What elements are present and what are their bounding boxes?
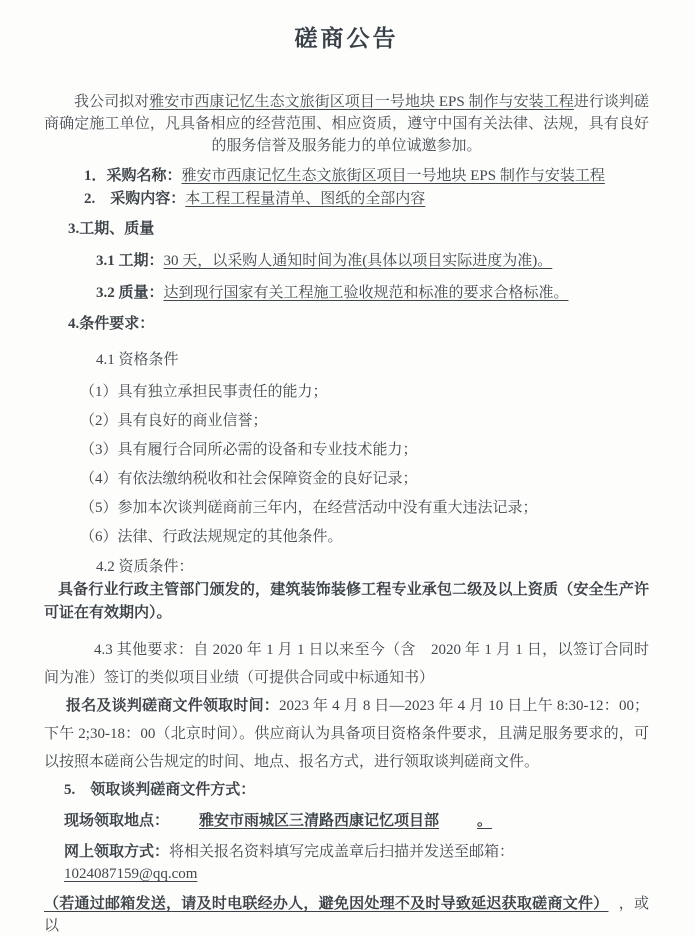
intro-lead: 我公司拟对 xyxy=(74,94,150,110)
underline-tail xyxy=(569,296,579,297)
purchase-name-label: 1．采购名称： xyxy=(84,168,182,184)
section3-heading: 3.工期、质量 xyxy=(68,221,155,237)
page-title: 磋商公告 xyxy=(294,26,399,51)
quality-text: 达到现行国家有关工程施工验收规范和标准的要求合格标准。 xyxy=(163,285,569,301)
signup-time-text: 2023 年 4 月 8 日—2023 年 4 月 10 日上午 8:30-12：00；下午 2;30-18：00（北京时间）。供应商认为具备项目资格条件要求，且满足服务要求的，可以按照本磋商公告规定的时间、地点、报名方式，进行领取谈判磋商文件。 xyxy=(44,698,649,770)
credential-heading: 4.2 资质条件： xyxy=(96,559,194,575)
email-note xyxy=(44,896,618,912)
purchase-name-row xyxy=(44,165,649,188)
email-text: 1024087159@qq.com xyxy=(64,866,198,882)
condition-item: （6）法律、行政法规规定的其他条件。 xyxy=(80,529,343,545)
email-note-row xyxy=(44,893,649,937)
duration-value xyxy=(164,253,563,269)
purchase-content-row xyxy=(44,188,649,211)
duration-text: 30 天，以采购人通知时间为准(具体以项目实际进度为准)。 xyxy=(163,253,553,269)
section5-heading: 5. 领取谈判磋商文件方式： xyxy=(64,782,256,798)
underline-gap xyxy=(439,824,477,825)
duration-row xyxy=(44,250,649,272)
duration-label: 3.1 工期： xyxy=(96,253,164,269)
other-requirements-paragraph: 4.3 其他要求：自 2020 年 1 月 1 日以来至今（含 2020 年 1 月 1 日，以签订合同时间为准）签订的类似项目业绩（可提供合同或中标通知书） xyxy=(44,642,649,686)
condition-item: （2）具有良好的商业信誉； xyxy=(80,413,268,429)
section4-heading: 4.条件要求： xyxy=(68,316,155,332)
offline-pickup-row xyxy=(44,810,649,832)
quality-value xyxy=(164,285,579,301)
purchase-content-value: 本工程工程量清单、图纸的全部内容 xyxy=(185,191,426,207)
offline-pickup-label: 现场领取地点： xyxy=(64,813,170,829)
condition-item: （1）具有独立承担民事责任的能力； xyxy=(80,384,328,400)
condition-item: （3）具有履行合同所必需的设备和专业技术能力； xyxy=(80,442,418,458)
underline-tail xyxy=(608,907,618,908)
purchase-name-value: 雅安市西康记忆生态文旅街区项目一号地块 EPS 制作与安装工程 xyxy=(181,168,605,184)
intro-paragraph xyxy=(44,91,649,157)
condition-item: （5）参加本次谈判磋商前三年内，在经营活动中没有重大违法记录； xyxy=(80,500,538,516)
qualification-heading: 4.1 资格条件 xyxy=(96,352,179,368)
signup-time-paragraph xyxy=(44,692,649,776)
online-pickup-text: 将相关报名资料填写完成盖章后扫描并发送至邮箱： xyxy=(169,844,515,860)
underline-gap xyxy=(514,855,520,856)
email-note-suffix: ，或以 xyxy=(44,896,649,934)
underline-tail xyxy=(552,264,562,265)
offline-pickup-period: 。 xyxy=(477,813,493,829)
offline-pickup-text: 雅安市雨城区三清路西康记忆项目部 xyxy=(199,813,440,829)
offline-pickup-value xyxy=(169,813,492,829)
quality-label: 3.2 质量： xyxy=(96,285,164,301)
condition-item: （4）有依法缴纳税收和社会保障资金的良好记录； xyxy=(80,471,418,487)
intro-project-name: 雅安市西康记忆生态文旅街区项目一号地块 EPS 制作与安装工程 xyxy=(149,94,574,110)
online-pickup-label: 网上领取方式： xyxy=(64,844,170,860)
intro-rest: 进行谈判磋商确定施工单位，凡具备相应的经营范围、相应资质，遵守中国有关法律、法规，具有良好的服务信誉及服务能力的单位诚邀参加。 xyxy=(44,94,649,154)
underline-gap xyxy=(169,824,199,825)
purchase-content-label: 2. 采购内容： xyxy=(84,191,186,207)
signup-time-label: 报名及谈判磋商文件领取时间： xyxy=(66,698,280,714)
email-note-text: （若通过邮箱发送，请及时电联经办人，避免因处理不及时导致延迟获取磋商文件） xyxy=(44,896,609,912)
quality-row xyxy=(44,282,649,304)
online-pickup-row xyxy=(44,841,649,885)
credential-paragraph: 具备行业行政主管部门颁发的，建筑装饰装修工程专业承包二级及以上资质（安全生产许可证在有效期内）。 xyxy=(44,582,649,621)
